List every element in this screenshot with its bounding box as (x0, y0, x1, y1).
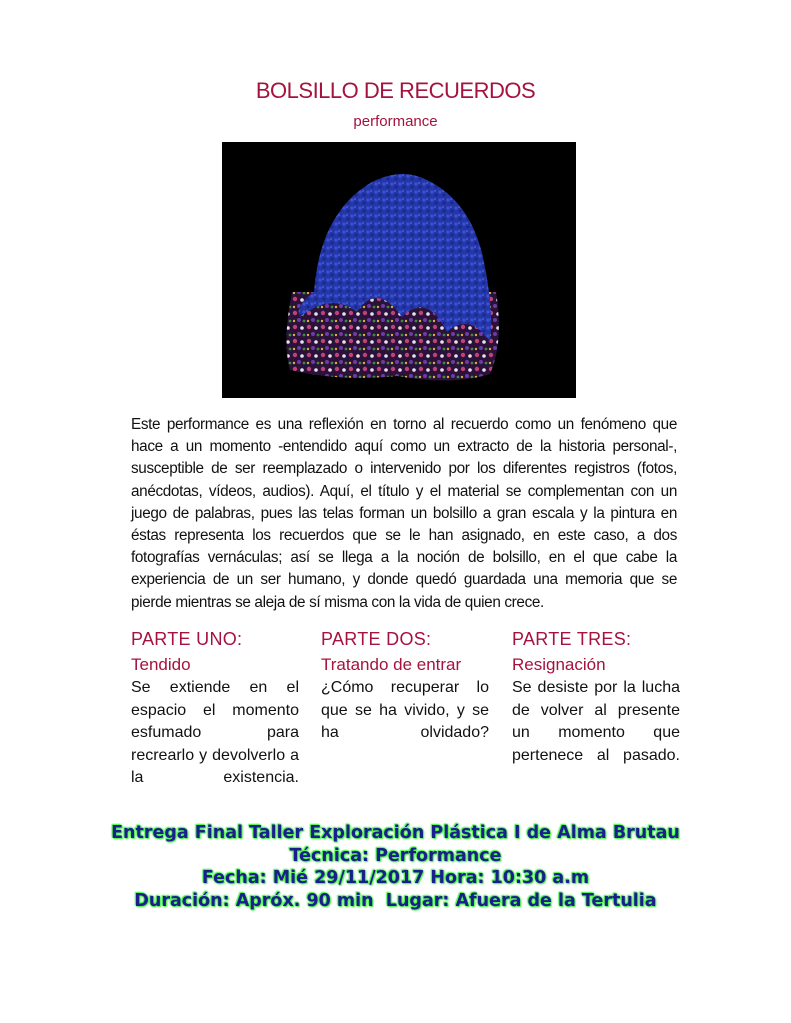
event-course-line: Entrega Final Taller Exploración Plástica I de Alma Brutau (111, 823, 680, 843)
part-two-text: ¿Cómo recuperar lo que se ha vivido, y se ha olvidado? (321, 679, 489, 741)
part-one-label: PARTE UNO: (131, 629, 243, 649)
description-paragraph: Este performance es una reflexión en torno al recuerdo como un fenómeno que hace a un momento -entendido aquí como un extracto de la historia personal-, susceptible de ser reemplazado o intervenido por los diferentes registros (fotos, anécdotas, vídeos, audios). Aquí, el título y el material se complementan con un juego de palabras, pues las telas forman un bolsillo a gran escala y la pintura en éstas representa los recuerdos que se le han asignado, en este caso, a dos fotografías vernáculas; así se llega a la noción de bolsillo, en el que cabe la experiencia de un ser humano, y donde quedó guardada una memoria que se pierde mientras se aleja de sí misma con la vida de quien crece. (131, 416, 677, 611)
part-three-label: PARTE TRES: (512, 629, 632, 649)
event-details (0, 822, 791, 912)
part-three (512, 627, 680, 767)
part-two-label: PARTE DOS: (321, 629, 432, 649)
part-two-title: Tratando de entrar (321, 655, 462, 674)
event-technique-line: Técnica: Performance (289, 845, 502, 866)
fabric-sculpture-image (222, 142, 576, 398)
part-two (321, 627, 489, 745)
page-title: BOLSILLO DE RECUERDOS (255, 78, 536, 103)
part-one-title: Tendido (131, 655, 191, 674)
event-duration-line: Duración: Apróx. 90 min Lugar: Afuera de la Tertulia (134, 890, 657, 911)
event-date-line: Fecha: Mié 29/11/2017 Hora: 10:30 a.m (201, 868, 590, 888)
part-three-text: Se desiste por la lucha de volver al presente un momento que pertenece al pasado. (512, 679, 680, 764)
part-one-text: Se extiende en el espacio el momento esfumado para recrearlo y devolverlo a la existencia. (131, 679, 299, 786)
part-one (131, 627, 299, 790)
page-subtitle: performance (353, 113, 438, 130)
part-three-title: Resignación (512, 655, 606, 674)
